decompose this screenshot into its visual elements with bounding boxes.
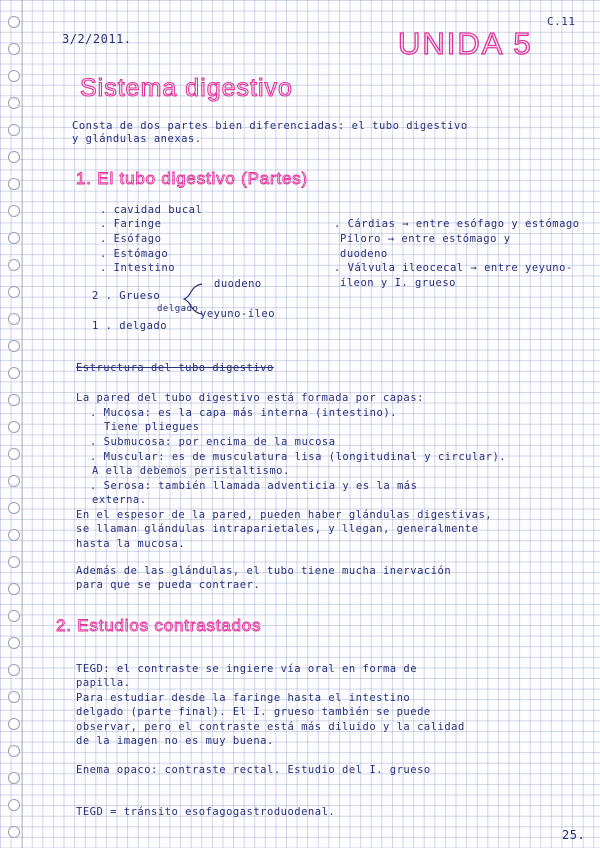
binder-hole: [8, 610, 20, 622]
section2-line: Para estudiar desde la faringe hasta el intestino: [76, 692, 411, 704]
section2-line: observar, pero el contraste está más diluido y la calidad: [76, 721, 465, 733]
section2-line: TEGD: el contraste se ingiere vía oral en forma de: [76, 663, 418, 675]
binder-hole: [8, 799, 20, 811]
brace-icon: [180, 280, 206, 318]
structure-line: En el espesor de la pared, pueden haber glándulas digestivas,: [76, 509, 493, 521]
part-item: . Esófago: [100, 233, 162, 245]
structure-line: para que se pueda contraer.: [76, 579, 261, 591]
structure-line: . Mucosa: es la capa más interna (intestino).: [90, 407, 397, 419]
binder-hole: [8, 664, 20, 676]
note-line: . Cárdias → entre esófago y estómago: [334, 218, 580, 230]
note-line: íleon y I. grueso: [340, 277, 456, 289]
binder-hole: [8, 16, 20, 28]
binder-hole: [8, 718, 20, 730]
section2-line: TEGD = tránsito esofagogastroduodenal.: [76, 806, 336, 818]
binder-hole: [8, 205, 20, 217]
section-heading: 1. El tubo digestivo (Partes): [76, 169, 309, 188]
binder-hole: [8, 178, 20, 190]
branch-upper: 2 . Grueso: [92, 290, 161, 302]
part-item: . cavidad bucal: [100, 204, 203, 216]
binder-hole: [8, 124, 20, 136]
branch-duodeno: duodeno: [214, 278, 262, 290]
binder-hole: [8, 259, 20, 271]
binder-hole: [8, 43, 20, 55]
binder-hole: [8, 421, 20, 433]
binder-hole: [8, 826, 20, 838]
structure-line: . Serosa: también llamada adventicia y es la más: [90, 480, 418, 492]
binder-hole: [8, 556, 20, 568]
note-line: duodeno: [340, 248, 388, 260]
binder-hole: [8, 232, 20, 244]
structure-line: La pared del tubo digestivo está formada por capas:: [76, 392, 424, 404]
note-line: . Válvula ileocecal → entre yeyuno-: [334, 262, 573, 274]
note-line: Píloro → entre estómago y: [340, 233, 511, 245]
binder-hole: [8, 745, 20, 757]
binder-hole: [8, 151, 20, 163]
intro-line: y glándulas anexas.: [72, 133, 202, 145]
structure-heading: Estructura del tubo digestivo: [76, 362, 274, 374]
binder-hole: [8, 475, 20, 487]
binder-hole: [8, 313, 20, 325]
structure-line: Tiene pliegues: [104, 421, 200, 433]
unit-heading: UNIDA 5: [398, 26, 533, 61]
part-item: . Faringe: [100, 218, 162, 230]
part-item: . Estómago: [100, 248, 169, 260]
structure-line: se llaman glándulas intraparietales, y llegan, generalmente: [76, 523, 479, 535]
section-heading: 2. Estudios contrastados: [56, 616, 262, 635]
binder-hole: [8, 691, 20, 703]
binder-hole: [8, 448, 20, 460]
page-number: 25.: [562, 828, 586, 842]
structure-line: externa.: [92, 494, 147, 506]
page-title: Sistema digestivo: [80, 74, 293, 102]
page-code: C.11: [547, 15, 576, 28]
binder-hole: [8, 340, 20, 352]
structure-line: hasta la mucosa.: [76, 538, 186, 550]
section2-line: Enema opaco: contraste rectal. Estudio del I. grueso: [76, 764, 431, 776]
structure-line: . Muscular: es de musculatura lisa (longitudinal y circular).: [90, 451, 507, 463]
binder-hole: [8, 394, 20, 406]
section2-line: delgado (parte final). El I. grueso también se puede: [76, 706, 431, 718]
part-item: . Intestino: [100, 262, 176, 274]
section2-line: papilla.: [76, 677, 131, 689]
branch-upper-sub: delgado: [157, 304, 199, 314]
binder-hole: [8, 97, 20, 109]
binder-hole: [8, 502, 20, 514]
binder-hole: [8, 772, 20, 784]
structure-line: . Submucosa: por encima de la mucosa: [90, 436, 336, 448]
branch-lower: 1 . delgado: [92, 320, 168, 332]
binder-hole: [8, 70, 20, 82]
binder-hole: [8, 637, 20, 649]
branch-yeyuno: yeyuno-íleo: [200, 308, 276, 320]
binder-hole: [8, 529, 20, 541]
binder-hole: [8, 286, 20, 298]
structure-line: A ella debemos peristaltismo.: [92, 465, 290, 477]
binder-holes: [8, 0, 24, 848]
structure-line: Además de las glándulas, el tubo tiene mucha inervación: [76, 565, 452, 577]
intro-line: Consta de dos partes bien diferenciadas: el tubo digestivo: [72, 120, 468, 132]
section2-line: de la imagen no es muy buena.: [76, 735, 274, 747]
date: 3/2/2011.: [62, 32, 132, 46]
binder-hole: [8, 583, 20, 595]
binder-hole: [8, 367, 20, 379]
